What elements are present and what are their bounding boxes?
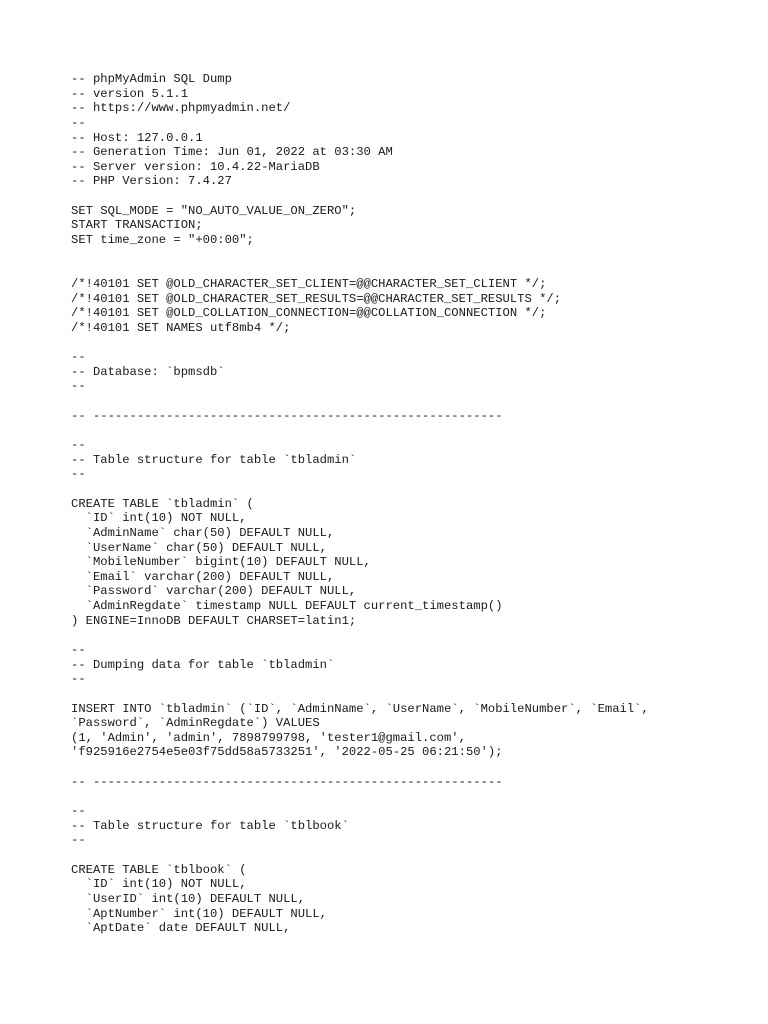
code-line: `AptDate` date DEFAULT NULL, <box>71 921 291 936</box>
code-line: -- Table structure for table `tbladmin` <box>71 452 357 467</box>
code-line: -- phpMyAdmin SQL Dump <box>71 72 232 86</box>
code-line: -- Generation Time: Jun 01, 2022 at 03:30 AM <box>71 145 393 160</box>
code-line: (1, 'Admin', 'admin', 7898799798, 'tester1@gmail.com', <box>71 730 466 745</box>
code-line: CREATE TABLE `tblbook` ( <box>71 862 247 877</box>
code-line <box>71 423 751 438</box>
code-line <box>71 394 751 409</box>
code-line: `MobileNumber` bigint(10) DEFAULT NULL, <box>71 555 371 570</box>
code-line: /*!40101 SET @OLD_CHARACTER_SET_RESULTS=@@CHARACTER_SET_RESULTS */; <box>71 291 562 306</box>
code-line: SET SQL_MODE = "NO_AUTO_VALUE_ON_ZERO"; <box>71 203 357 218</box>
code-line <box>71 262 751 277</box>
code-line: -- Server version: 10.4.22-MariaDB <box>71 159 320 174</box>
code-line <box>71 482 751 497</box>
code-line: -- Host: 127.0.0.1 <box>71 130 203 145</box>
code-line: /*!40101 SET NAMES utf8mb4 */; <box>71 320 291 335</box>
code-line: -- <box>71 467 86 482</box>
code-line: -- Dumping data for table `tbladmin` <box>71 657 335 672</box>
code-line <box>71 760 751 775</box>
code-line <box>71 628 751 643</box>
code-line: /*!40101 SET @OLD_COLLATION_CONNECTION=@@COLLATION_CONNECTION */; <box>71 306 547 321</box>
code-line: -- <box>71 350 86 365</box>
code-line: `UserID` int(10) DEFAULT NULL, <box>71 891 306 906</box>
code-line <box>71 336 751 351</box>
code-line: INSERT INTO `tbladmin` (`ID`, `AdminName`, `UserName`, `MobileNumber`, `Email`, <box>71 701 649 716</box>
code-line: `UserName` char(50) DEFAULT NULL, <box>71 540 327 555</box>
code-line: CREATE TABLE `tbladmin` ( <box>71 496 254 511</box>
code-line: -- <box>71 672 86 687</box>
code-line: -- Table structure for table `tblbook` <box>71 818 349 833</box>
code-line: `Password`, `AdminRegdate`) VALUES <box>71 716 320 731</box>
code-line: -- -------------------------------------------------------- <box>71 774 503 789</box>
code-line: `AptNumber` int(10) DEFAULT NULL, <box>71 906 327 921</box>
code-line: -- <box>71 379 86 394</box>
code-line: ) ENGINE=InnoDB DEFAULT CHARSET=latin1; <box>71 613 357 628</box>
code-line: -- <box>71 438 86 453</box>
code-line <box>71 687 751 702</box>
code-line: `Password` varchar(200) DEFAULT NULL, <box>71 584 357 599</box>
code-line: -- <box>71 642 86 657</box>
code-line: -- <box>71 804 86 819</box>
code-line: -- <box>71 115 86 130</box>
code-line: -- version 5.1.1 <box>71 86 189 101</box>
code-line: SET time_zone = "+00:00"; <box>71 233 254 248</box>
code-line: /*!40101 SET @OLD_CHARACTER_SET_CLIENT=@@CHARACTER_SET_CLIENT */; <box>71 276 547 291</box>
code-line: -- Database: `bpmsdb` <box>71 364 225 379</box>
code-line <box>71 848 751 863</box>
code-line: -- PHP Version: 7.4.27 <box>71 174 232 189</box>
code-line: START TRANSACTION; <box>71 218 203 233</box>
code-line <box>71 248 751 263</box>
code-line: 'f925916e2754e5e03f75dd58a5733251', '2022-05-25 06:21:50'); <box>71 745 503 760</box>
code-line: `AdminName` char(50) DEFAULT NULL, <box>71 525 335 540</box>
code-line: -- <box>71 833 86 848</box>
sql-dump-text <box>71 72 751 936</box>
code-line: `ID` int(10) NOT NULL, <box>71 877 247 892</box>
code-line: `AdminRegdate` timestamp NULL DEFAULT current_timestamp() <box>71 599 503 614</box>
code-line: `ID` int(10) NOT NULL, <box>71 511 247 526</box>
code-line: `Email` varchar(200) DEFAULT NULL, <box>71 569 335 584</box>
code-line <box>71 789 751 804</box>
code-line: -- -------------------------------------------------------- <box>71 408 503 423</box>
code-line: -- https://www.phpmyadmin.net/ <box>71 101 291 116</box>
code-line <box>71 189 751 204</box>
